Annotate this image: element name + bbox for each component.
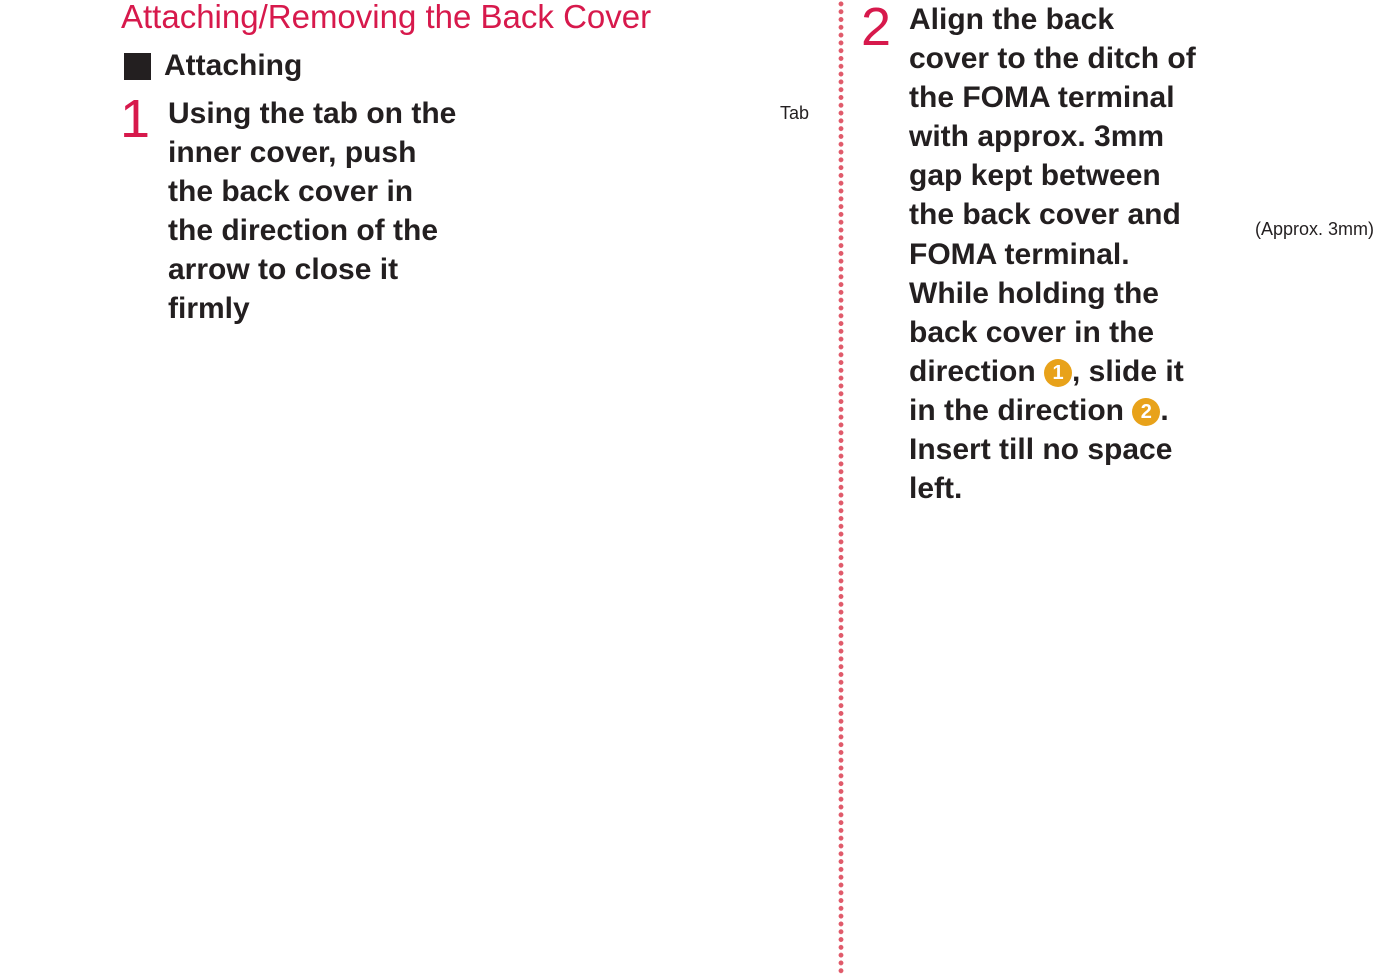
step-1-line: inner cover, push <box>168 136 417 170</box>
step-2-line-part: . <box>1160 393 1169 427</box>
step-2-line <box>909 352 1196 391</box>
step-2-line <box>909 391 1196 430</box>
step-2-line-part: in the direction <box>909 393 1133 427</box>
step-2-number: 2 <box>861 0 892 57</box>
step-2-text <box>909 0 1196 508</box>
section-title: Attaching/Removing the Back Cover <box>121 0 652 35</box>
step-1-line: the direction of the <box>168 214 438 248</box>
step-1-number: 1 <box>120 89 151 149</box>
subheading <box>124 48 302 84</box>
step-2-line: FOMA terminal. <box>909 237 1130 271</box>
square-bullet-icon <box>124 53 151 80</box>
step-2-line: back cover in the <box>909 315 1155 349</box>
step-2-line: While holding the <box>909 276 1159 310</box>
step-2-line: gap kept between <box>909 159 1161 193</box>
step-1-line: arrow to close it <box>168 253 399 287</box>
step-2-line-part: , slide it <box>1072 354 1184 388</box>
step-1-text <box>168 94 456 329</box>
direction-1-marker-icon: 1 <box>1044 359 1072 387</box>
step-1-line: Using the tab on the <box>168 97 457 130</box>
gap-callout-label: (Approx. 3mm) <box>1255 219 1375 239</box>
subheading-text: Attaching <box>164 49 303 82</box>
direction-2-marker-icon: 2 <box>1132 398 1160 426</box>
column-divider <box>838 0 844 974</box>
step-2-line-part: direction <box>909 354 1045 388</box>
step-1-line: the back cover in <box>168 175 414 209</box>
tab-callout-label: Tab <box>780 103 810 123</box>
step-1-line: firmly <box>168 292 250 326</box>
step-2-line: Align the back <box>909 3 1115 36</box>
step-2-line: Insert till no space <box>909 433 1173 467</box>
step-2-line: cover to the ditch of <box>909 42 1196 76</box>
step-2-line: the FOMA terminal <box>909 81 1175 115</box>
step-2-line: the back cover and <box>909 198 1181 232</box>
step-2-line: with approx. 3mm <box>909 120 1165 154</box>
step-2-line: left. <box>909 472 963 506</box>
